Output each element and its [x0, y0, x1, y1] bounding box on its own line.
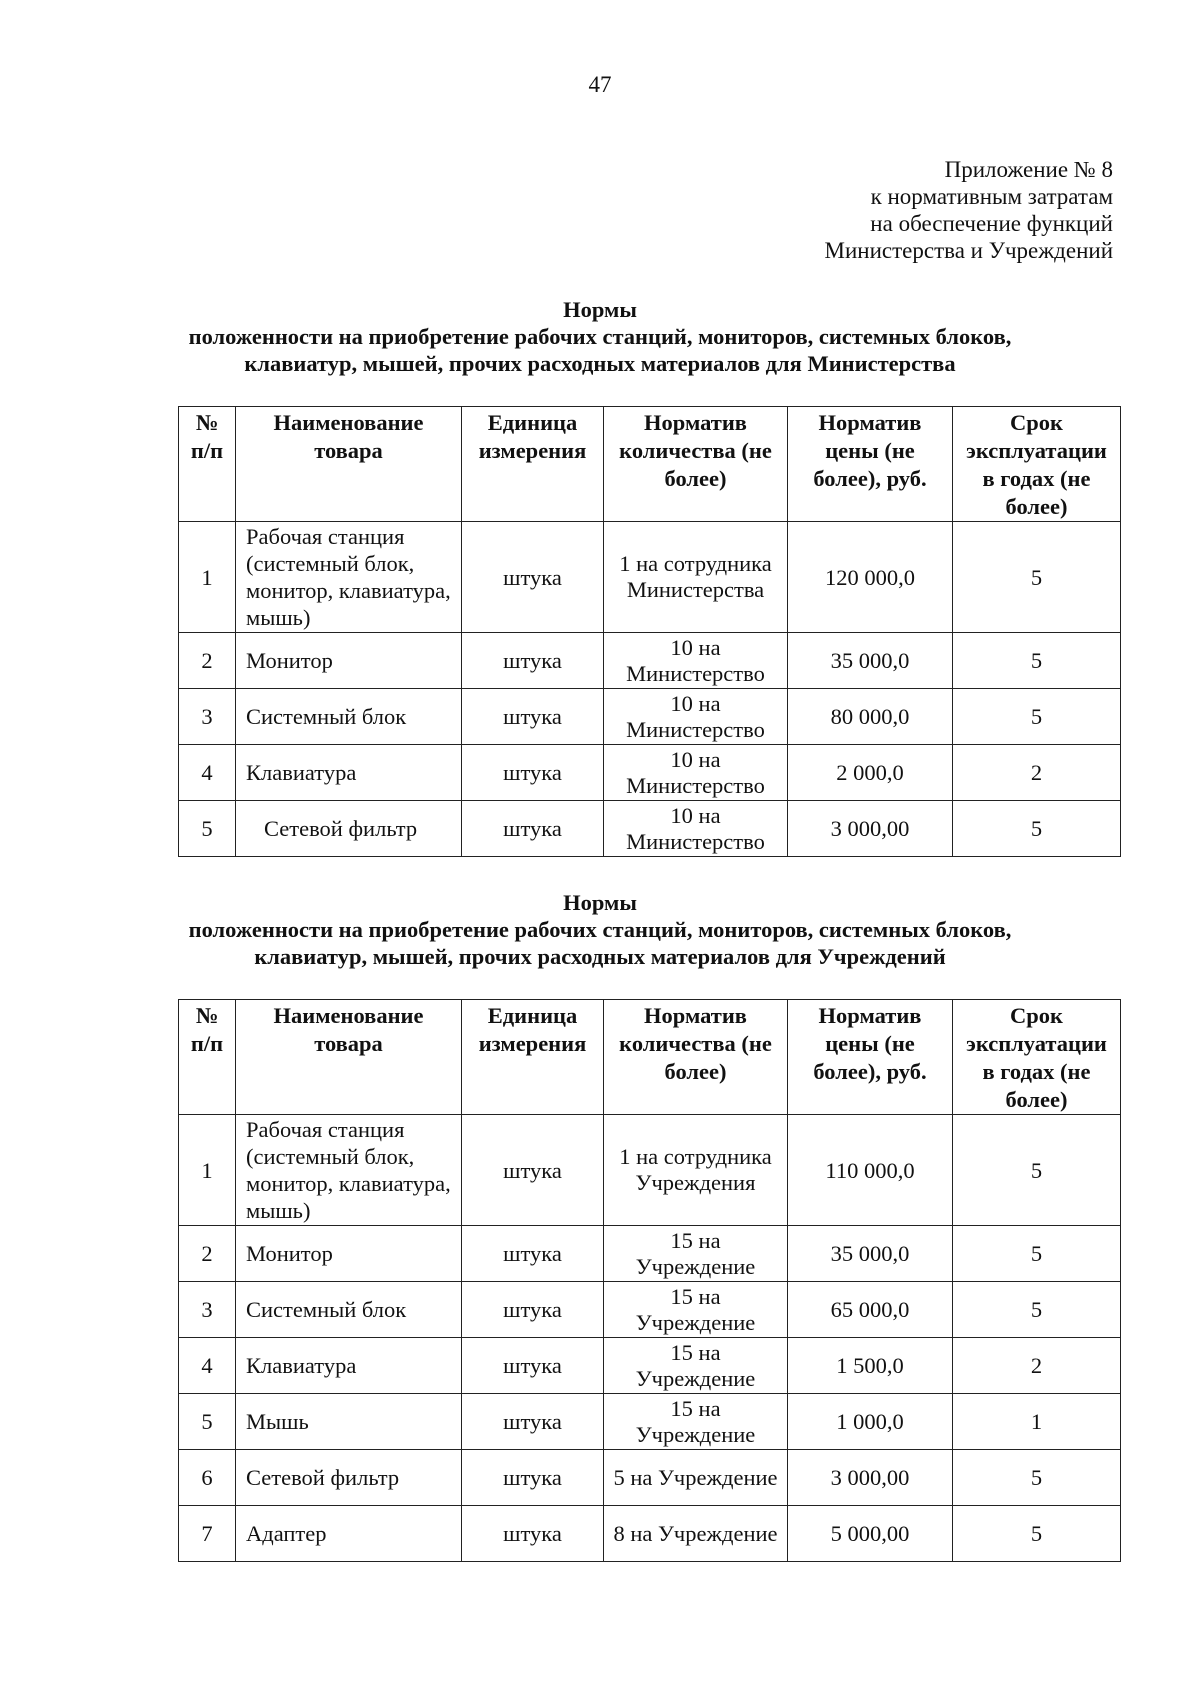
cell-price: 2 000,0 [788, 745, 953, 801]
cell-term: 5 [953, 633, 1121, 689]
section-title-ministry [120, 296, 1080, 377]
cell-qty: 5 на Учреждение [604, 1450, 788, 1506]
cell-name: Клавиатура [236, 1338, 462, 1394]
cell-qty: 1 на сотрудника Министерства [604, 522, 788, 633]
section-title-line: положенности на приобретение рабочих станций, мониторов, системных блоков, [188, 324, 1012, 349]
cell-unit: штука [462, 1226, 604, 1282]
cell-price: 35 000,0 [788, 633, 953, 689]
cell-unit: штука [462, 1115, 604, 1226]
table-header-row [179, 1000, 1121, 1115]
section-title-line: Нормы [563, 890, 637, 915]
cell-name: Клавиатура [236, 745, 462, 801]
header-unit: Единица измерения [462, 407, 604, 522]
cell-price: 35 000,0 [788, 1226, 953, 1282]
cell-price: 3 000,00 [788, 801, 953, 857]
cell-name: Системный блок [236, 689, 462, 745]
table-row [179, 1506, 1121, 1562]
norms-table-institutions [178, 999, 1121, 1562]
cell-num: 3 [179, 1282, 236, 1338]
cell-name: Рабочая станция (системный блок, монитор, клавиатура, мышь) [236, 522, 462, 633]
appendix-reference [825, 156, 1113, 264]
cell-qty: 15 на Учреждение [604, 1226, 788, 1282]
section-title-line: клавиатур, мышей, прочих расходных материалов для Учреждений [254, 944, 946, 969]
section-title-line: Нормы [563, 297, 637, 322]
appendix-line: на обеспечение функций [870, 211, 1113, 236]
cell-unit: штука [462, 1394, 604, 1450]
cell-term: 1 [953, 1394, 1121, 1450]
table-row [179, 1394, 1121, 1450]
cell-name: Сетевой фильтр [236, 801, 462, 857]
cell-price: 5 000,00 [788, 1506, 953, 1562]
table-row [179, 522, 1121, 633]
cell-qty: 15 на Учреждение [604, 1394, 788, 1450]
header-price: Норматив цены (не более), руб. [788, 407, 953, 522]
cell-qty: 15 на Учреждение [604, 1282, 788, 1338]
cell-name: Системный блок [236, 1282, 462, 1338]
cell-num: 5 [179, 1394, 236, 1450]
cell-qty: 10 на Министерство [604, 801, 788, 857]
cell-term: 5 [953, 522, 1121, 633]
cell-name: Монитор [236, 633, 462, 689]
cell-unit: штука [462, 1450, 604, 1506]
cell-price: 120 000,0 [788, 522, 953, 633]
header-unit: Единица измерения [462, 1000, 604, 1115]
table-row [179, 633, 1121, 689]
section-title-line: положенности на приобретение рабочих станций, мониторов, системных блоков, [188, 917, 1012, 942]
header-name: Наименование товара [236, 407, 462, 522]
cell-num: 4 [179, 745, 236, 801]
cell-num: 2 [179, 633, 236, 689]
table-row [179, 1338, 1121, 1394]
cell-unit: штука [462, 1282, 604, 1338]
header-qty: Норматив количества (не более) [604, 1000, 788, 1115]
cell-qty: 10 на Министерство [604, 745, 788, 801]
cell-qty: 8 на Учреждение [604, 1506, 788, 1562]
header-num: № п/п [179, 407, 236, 522]
cell-num: 4 [179, 1338, 236, 1394]
table-row [179, 1450, 1121, 1506]
page-number: 47 [588, 72, 612, 97]
header-num: № п/п [179, 1000, 236, 1115]
cell-term: 5 [953, 1115, 1121, 1226]
table-row [179, 745, 1121, 801]
cell-unit: штука [462, 745, 604, 801]
cell-unit: штука [462, 801, 604, 857]
cell-term: 2 [953, 1338, 1121, 1394]
cell-num: 7 [179, 1506, 236, 1562]
cell-num: 3 [179, 689, 236, 745]
section-title-line: клавиатур, мышей, прочих расходных материалов для Министерства [244, 351, 956, 376]
table-row [179, 1115, 1121, 1226]
section-title-institutions [120, 889, 1080, 970]
cell-num: 1 [179, 522, 236, 633]
table-row [179, 1226, 1121, 1282]
appendix-line: Министерства и Учреждений [824, 238, 1113, 263]
cell-unit: штука [462, 1506, 604, 1562]
appendix-line: Приложение № 8 [944, 157, 1113, 182]
cell-term: 5 [953, 801, 1121, 857]
cell-price: 1 500,0 [788, 1338, 953, 1394]
cell-price: 110 000,0 [788, 1115, 953, 1226]
table-row [179, 689, 1121, 745]
cell-name: Монитор [236, 1226, 462, 1282]
table-header-row [179, 407, 1121, 522]
cell-price: 65 000,0 [788, 1282, 953, 1338]
cell-unit: штука [462, 633, 604, 689]
table-row [179, 801, 1121, 857]
cell-qty: 1 на сотрудника Учреждения [604, 1115, 788, 1226]
cell-name: Рабочая станция (системный блок, монитор, клавиатура, мышь) [236, 1115, 462, 1226]
header-term: Срок эксплуатации в годах (не более) [953, 1000, 1121, 1115]
cell-unit: штука [462, 689, 604, 745]
cell-unit: штука [462, 1338, 604, 1394]
cell-num: 5 [179, 801, 236, 857]
header-qty: Норматив количества (не более) [604, 407, 788, 522]
cell-num: 6 [179, 1450, 236, 1506]
cell-price: 80 000,0 [788, 689, 953, 745]
table-row [179, 1282, 1121, 1338]
cell-term: 5 [953, 689, 1121, 745]
header-price: Норматив цены (не более), руб. [788, 1000, 953, 1115]
cell-price: 1 000,0 [788, 1394, 953, 1450]
cell-name: Адаптер [236, 1506, 462, 1562]
cell-term: 5 [953, 1282, 1121, 1338]
cell-name: Сетевой фильтр [236, 1450, 462, 1506]
cell-num: 1 [179, 1115, 236, 1226]
header-name: Наименование товара [236, 1000, 462, 1115]
appendix-line: к нормативным затратам [870, 184, 1113, 209]
cell-term: 2 [953, 745, 1121, 801]
cell-unit: штука [462, 522, 604, 633]
cell-term: 5 [953, 1226, 1121, 1282]
cell-num: 2 [179, 1226, 236, 1282]
cell-term: 5 [953, 1506, 1121, 1562]
cell-name: Мышь [236, 1394, 462, 1450]
cell-qty: 10 на Министерство [604, 633, 788, 689]
cell-term: 5 [953, 1450, 1121, 1506]
cell-price: 3 000,00 [788, 1450, 953, 1506]
norms-table-ministry [178, 406, 1121, 857]
cell-qty: 10 на Министерство [604, 689, 788, 745]
header-term: Срок эксплуатации в годах (не более) [953, 407, 1121, 522]
cell-qty: 15 на Учреждение [604, 1338, 788, 1394]
